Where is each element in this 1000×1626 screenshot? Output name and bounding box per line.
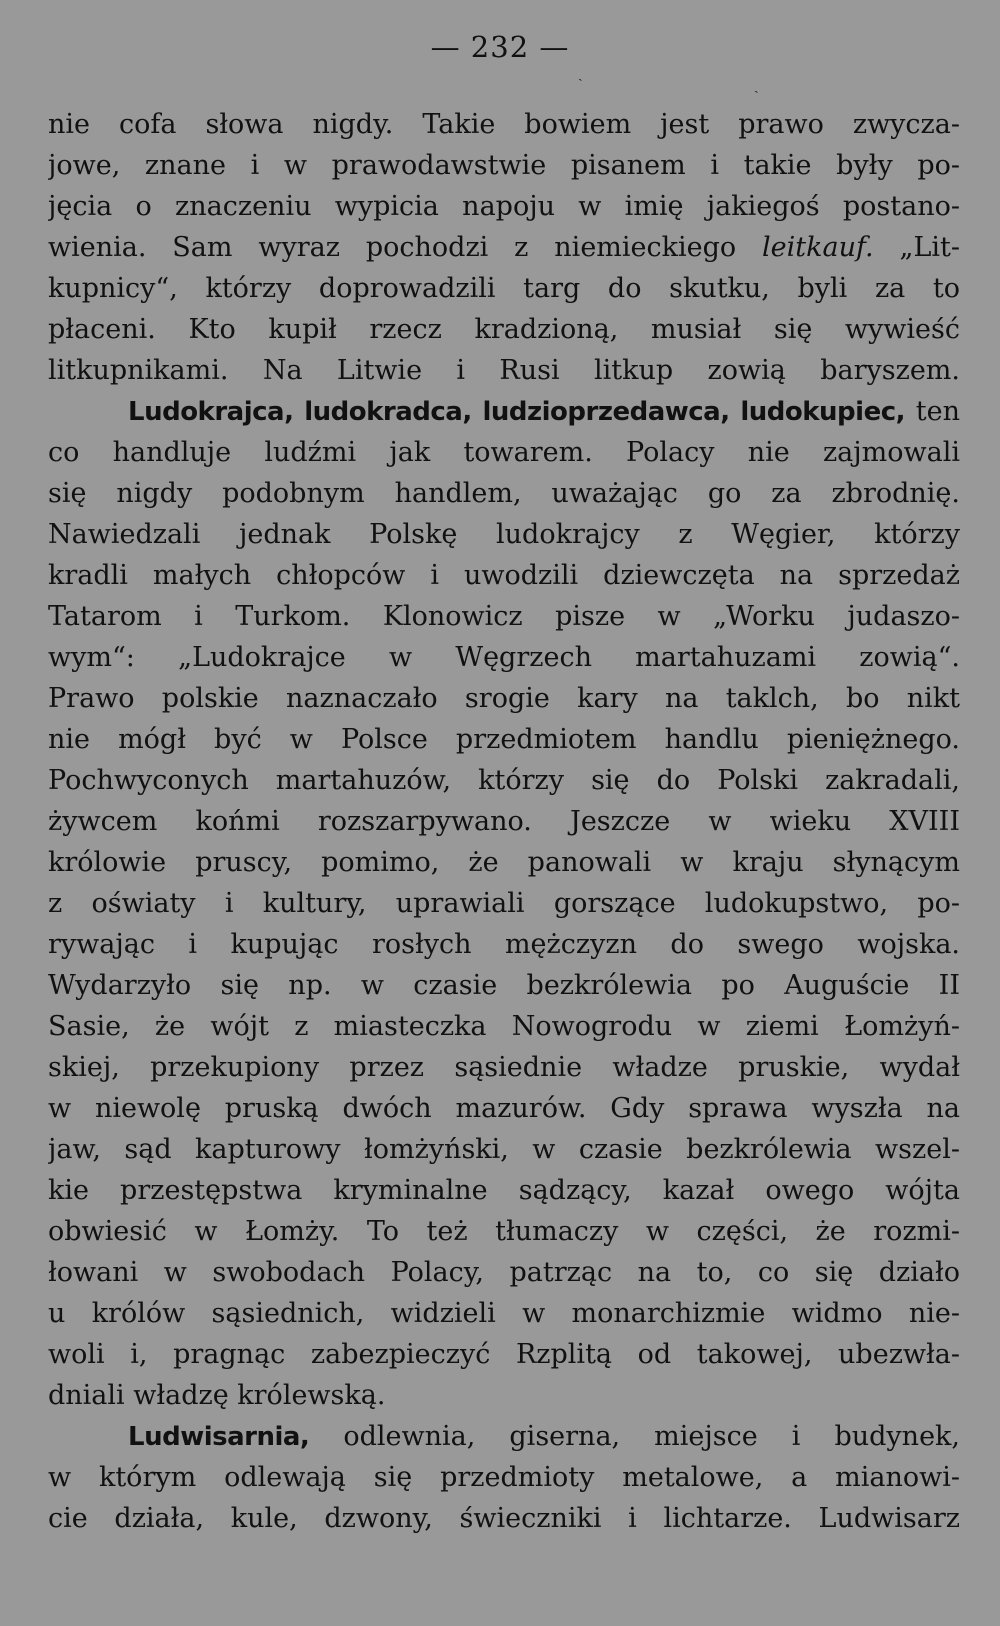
text-line: Tatarom i Turkom. Klonowicz pisze w „Worku judaszo- — [48, 601, 960, 632]
text-line: woli i, pragnąc zabezpieczyć Rzplitą od takowej, ubezwła- — [48, 1339, 960, 1370]
text-line: u królów sąsiednich, widzieli w monarchizmie widmo nie- — [48, 1298, 960, 1329]
text-line: w którym odlewają się przedmioty metalowe, a mianowi- — [48, 1462, 960, 1493]
text-line: cie działa, kule, dzwony, świeczniki i lichtarze. Ludwisarz — [48, 1503, 960, 1534]
italic-term: leitkauf. — [762, 232, 874, 263]
text-line — [48, 227, 960, 268]
text-line: obwiesić w Łomży. To też tłumaczy w części, że rozmi- — [48, 1216, 960, 1247]
text-line: Prawo polskie naznaczało srogie kary na taklch, bo nikt — [48, 683, 960, 714]
text-span: odlewnia, giserna, miejsce i budynek, — [309, 1421, 960, 1452]
entry-heading-line — [48, 1416, 960, 1457]
text-line: Nawiedzali jednak Polskę ludokrajcy z Węgier, którzy — [48, 519, 960, 550]
text-line: łowani w swobodach Polacy, patrząc na to, co się działo — [48, 1257, 960, 1288]
text-line: Sasie, że wójt z miasteczka Nowogrodu w ziemi Łomżyń- — [48, 1011, 960, 1042]
text-line: jęcia o znaczeniu wypicia napoju w imię jakiegoś postano- — [48, 191, 960, 222]
text-line: Wydarzyło się np. w czasie bezkrólewia po Auguście II — [48, 970, 960, 1001]
text-line: się nigdy podobnym handlem, uważając go za zbrodnię. — [48, 478, 960, 509]
text-line: królowie pruscy, pomimo, że panowali w kraju słynącym — [48, 847, 960, 878]
text-span: wienia. Sam wyraz pochodzi z niemieckiego — [48, 232, 763, 263]
text-line: co handluje ludźmi jak towarem. Polacy nie zajmowali — [48, 437, 960, 468]
text-line: w niewolę pruską dwóch mazurów. Gdy sprawa wyszła na — [48, 1093, 960, 1124]
text-line: kradli małych chłopców i uwodzili dziewczęta na sprzedaż — [48, 560, 960, 591]
speck-mark: ˏ — [754, 78, 759, 94]
speck-mark: ˎ — [578, 66, 583, 82]
text-line: kie przestępstwa kryminalne sądzący, kazał owego wójta — [48, 1175, 960, 1206]
text-line: nie cofa słowa nigdy. Takie bowiem jest prawo zwycza- — [48, 109, 960, 140]
text-line: Pochwyconych martahuzów, którzy się do Polski zakradali, — [48, 765, 960, 796]
text-line: płaceni. Kto kupił rzecz kradzioną, musiał się wywieść — [48, 314, 960, 345]
text-line: kupnicy“, którzy doprowadzili targ do skutku, byli za to — [48, 273, 960, 304]
text-line: z oświaty i kultury, uprawiali gorszące ludokupstwo, po- — [48, 888, 960, 919]
text-line: wym“: „Ludokrajce w Węgrzech martahuzami zowią“. — [48, 642, 960, 673]
text-span: „Lit- — [873, 232, 960, 263]
page-number: — 232 — — [430, 30, 570, 64]
body-text — [48, 104, 960, 1539]
entry-term-ludokrajca: Ludokrajca, ludokradca, ludzioprzedawca, ludokupiec, — [128, 397, 905, 427]
text-line: żywcem końmi rozszarpywano. Jeszcze w wieku XVIII — [48, 806, 960, 837]
text-line: litkupnikami. Na Litwie i Rusi litkup zowią baryszem. — [48, 355, 960, 386]
entry-heading-line — [48, 391, 960, 432]
entry-term-ludwisarnia: Ludwisarnia, — [128, 1422, 310, 1452]
text-line: dniali władzę królewską. — [48, 1380, 386, 1411]
text-span: ten — [905, 396, 960, 427]
text-line: jaw, sąd kapturowy łomżyński, w czasie bezkrólewia wszel- — [48, 1134, 960, 1165]
text-line: skiej, przekupiony przez sąsiednie władze pruskie, wydał — [48, 1052, 960, 1083]
text-line: jowe, znane i w prawodawstwie pisanem i takie były po- — [48, 150, 960, 181]
text-line: rywając i kupując rosłych mężczyzn do swego wojska. — [48, 929, 960, 960]
text-line: nie mógł być w Polsce przedmiotem handlu pieniężnego. — [48, 724, 960, 755]
